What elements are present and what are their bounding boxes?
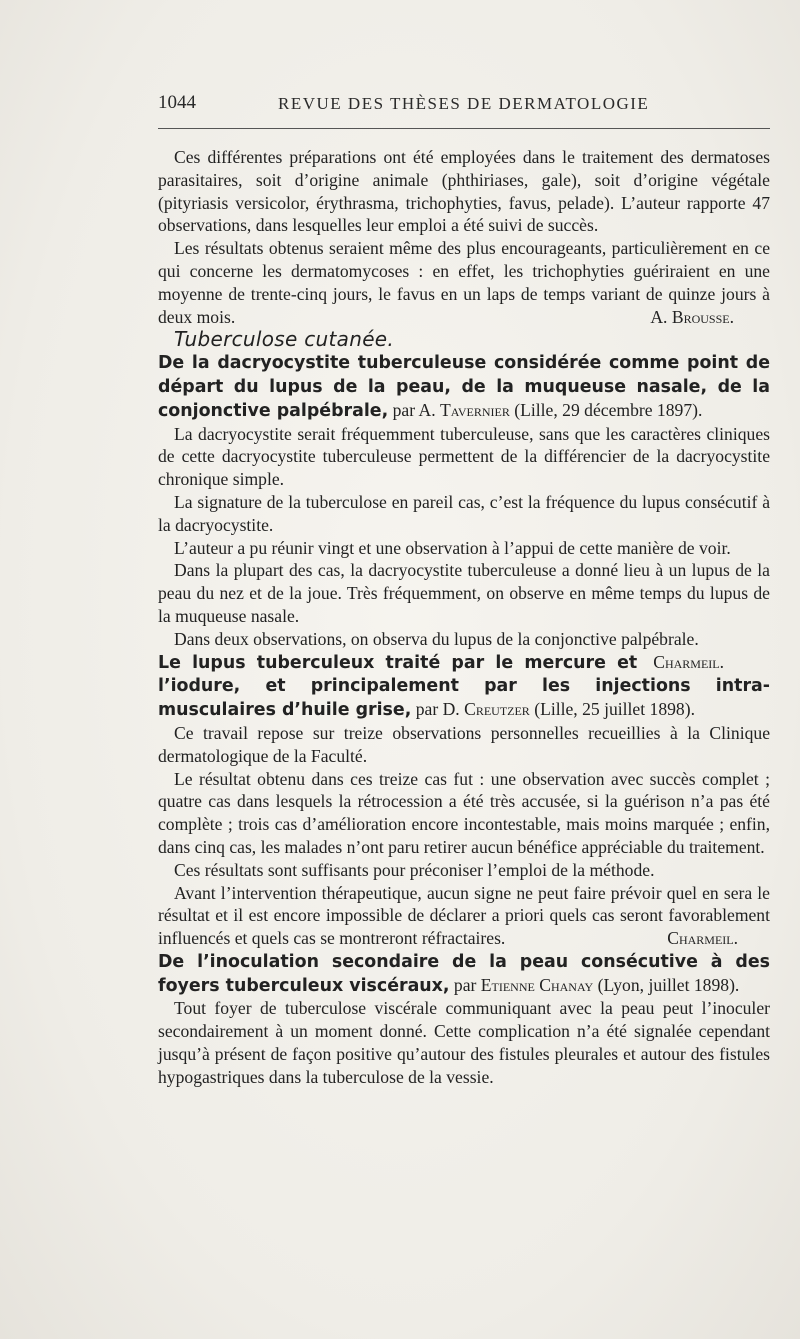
paragraph xyxy=(158,237,770,328)
signature: Charmeil. xyxy=(653,651,724,672)
header-rule xyxy=(158,128,770,129)
article-reference: (Lyon, juillet 1898). xyxy=(593,974,740,995)
article-reference: (Lille, 25 juillet 1898). xyxy=(529,699,695,720)
paragraph: L’auteur a pu réunir vingt et une observation à l’appui de cette manière de voir. xyxy=(174,537,731,558)
article-title: Le lupus tuberculeux traité par le mercure et l’iodure, et principalement par les injections intra-musculaires d’huile grise, xyxy=(158,652,770,721)
article-by: par D. xyxy=(411,699,465,720)
paragraph xyxy=(158,628,770,672)
paragraph: Ce travail repose sur treize observations personnelles recueillies à la Clinique dermatologique de la Faculté. xyxy=(158,722,770,766)
page-number: 1044 xyxy=(158,92,196,113)
paragraph: La signature de la tuberculose en pareil cas, c’est la fréquence du lupus consécutif à la dacryocystite. xyxy=(158,491,770,535)
paragraph-text: Les résultats obtenus seraient même des plus encourageants, particulièrement en ce qui concerne les dermatomycoses : en effet, les trichophyties guériraient en une moyenne de trente-cinq jours, le favus en un laps de temps variant de quinze jours à deux mois. xyxy=(158,238,770,327)
paragraph-text: Dans deux observations, on observa du lupus de la conjonctive palpébrale. xyxy=(174,628,699,649)
article-title: De l’inoculation secondaire de la peau consécutive à des foyers tuberculeux viscéraux, xyxy=(158,951,770,996)
paragraph: Le résultat obtenu dans ces treize cas fut : une observation avec succès complet ; quatre cas dans lesquels la rétrocession a été très accusée, si la guérison n’a pas été complète ; trois cas d’amélioration encore incontestable, mais moins marquée ; enfin, dans cinq cas, les malades n’ont paru retirer aucun bénéfice appréciable du traitement. xyxy=(158,768,770,857)
paragraph: Ces différentes préparations ont été employées dans le traitement des dermatoses parasitaires, soit d’origine animale (phthiriases, gale), soit d’origine végétale (pityriasis versicolor, érythrasma, trichophyties, favus, pelade). L’auteur rapporte 47 observations, dans lesquelles leur emploi a été suivi de succès. xyxy=(158,147,770,236)
paragraph-text: Avant l’intervention thérapeutique, aucun signe ne peut faire prévoir quel en sera le résultat et il est encore impossible de déclarer a priori quels cas seront favorablement influencés et quels cas se montreront réfractaires. xyxy=(158,882,770,949)
signature: Charmeil. xyxy=(667,928,738,949)
article-author: Tavernier xyxy=(440,399,510,420)
article-by: par xyxy=(449,974,481,995)
page-body xyxy=(158,146,770,1089)
article-reference: (Lille, 29 décembre 1897). xyxy=(509,399,703,420)
article-heading xyxy=(158,351,770,422)
article-author: Etienne Chanay xyxy=(480,974,594,995)
paragraph: Dans la plupart des cas, la dacryocystite tuberculeuse a donné lieu à un lupus de la peau du nez et de la joue. Très fréquemment, on observe en même temps du lupus de la muqueuse nasale. xyxy=(158,560,770,626)
running-title: REVUE DES THÈSES DE DERMATOLOGIE xyxy=(278,94,650,113)
article-by: par A. xyxy=(388,399,441,420)
signature: A. Brousse. xyxy=(650,306,734,327)
article-heading xyxy=(158,950,770,998)
paragraph: La dacryocystite serait fréquemment tuberculeuse, sans que les caractères cliniques de cette dacryocystite tuberculeuse permettent de la différencier de la dacryocystite chronique simple. xyxy=(158,423,770,490)
article-author: Creutzer xyxy=(464,699,530,720)
section-heading: Tuberculose cutanée. xyxy=(174,327,395,352)
paragraph: Ces résultats sont suffisants pour préconiser l’emploi de la méthode. xyxy=(174,859,655,880)
article-title: De la dacryocystite tuberculeuse considérée comme point de départ du lupus de la peau, de la muqueuse nasale, de la conjonctive palpébrale, xyxy=(158,353,770,421)
paragraph: Tout foyer de tuberculose viscérale communiquant avec la peau peut l’inoculer secondairement à un moment donné. Cette complication n’a été signalée cependant jusqu’à présent de façon positive qu’autour des fistules pleurales et autour des fistules hypogastriques dans la tuberculose de la vessie. xyxy=(158,998,770,1087)
paragraph xyxy=(158,882,770,950)
